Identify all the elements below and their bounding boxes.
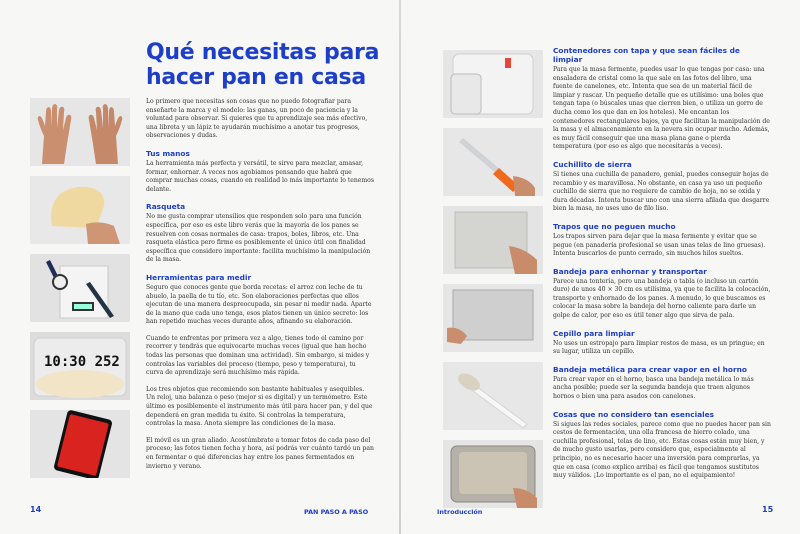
left-page bbox=[0, 0, 399, 534]
section-text: Si tienes una cuchilla de panadero, genial, puedes conseguir hojas de recambio y es maravillosa. No obstante, en casa ya uso un pequeño cuchillo de sierra que no requiere de cambio de hoja, no se oxida y dura décadas. Intenta buscar uno con una sierra afilada que desgarre bien la masa, no uses uno de filo liso. bbox=[553, 170, 770, 213]
running-head-left: PAN PASO A PASO bbox=[304, 508, 369, 516]
scraper-photo bbox=[30, 176, 130, 244]
section-heading: Rasqueta bbox=[146, 202, 186, 212]
section-text: Los trapos sirven para dejar que la masa fermente y evitar que se pegue (en panadería profesional se usan unas telas de lino gruesas). Intenta buscarlos de punto cerrado, sin muchos hilos sueltos. bbox=[553, 232, 766, 258]
section-heading: Herramientas para medir bbox=[146, 272, 252, 282]
running-head-right: Introducción bbox=[437, 508, 483, 516]
pan-photo bbox=[443, 440, 543, 508]
scale-watch-photo bbox=[30, 254, 130, 322]
section-heading: Cepillo para limpiar bbox=[553, 328, 635, 338]
section-heading: Cuchillito de sierra bbox=[553, 159, 632, 169]
right-page bbox=[401, 0, 800, 534]
page-number-right: 15 bbox=[762, 505, 774, 514]
intro-paragraph: Lo primero que necesitas son cosas que no puedo fotografiar para enseñarte la marca y el modelo: las ganas, un poco de paciencia y la voluntad para observar. Si quieres que tu aprendizaje sea más efectivo, una libreta y un lápiz te ayudarán muchísimo a anotar tus progresos, observaciones y dudas. bbox=[146, 98, 368, 140]
right-text-column bbox=[553, 46, 771, 489]
phone-photo bbox=[30, 410, 130, 478]
page-number-left: 14 bbox=[30, 505, 42, 514]
section-text: Si sigues las redes sociales, parece como que no puedes hacer pan sin cestos de fermentación, una olla francesa de hierro colado, una cuchilla profesional, telas de lino, etc. Estas cosas están muy bien, y de mucho gusto usarlas, pero considero que, especialmente al principio, no es necesario hacer una inversión para comprarlas, ya que en casa (como explico arriba) es fácil que tengamos sustitutos muy válidos. ¡Lo importante es el pan, no el equipamiento! bbox=[553, 420, 771, 480]
body-paragraph: Cuando te enfrentas por primera vez a algo, tienes todo el camino por recorrer y tendrás que equivocarte muchas veces (igual que han hecho todas las personas que dominan una actividad). Sin embargo, si mides y controlas las variables del proceso (tiempo, peso y temperatura), tu curva de aprendizaje será muchísimo más rápida. bbox=[146, 334, 370, 377]
section-text: Seguro que conoces gente que borda recetas: el arroz con leche de tu abuelo, la paella de tu tío, etc. Son elaboraciones perfectas que ellos ejecutan de una manera despreocupada, sin pesar ni medir nada. Aparte de la mano que cada uno tenga, esos platos tienen un único secreto: los han repetido muchas veces durante años, afinando su elaboración. bbox=[146, 283, 372, 326]
section-text: Para que la masa fermente, puedes usar lo que tengas por casa: una ensaladera de cristal como la que sale en las fotos del libro, una fuente de canelones, etc. Intenta que sea de un material fácil de limpiar y rascar. Un pequeño detalle que es utilísimo: una boles que tengan tapa (o búscales unas que cierren bien, o utiliza un gorro de ducha como los que dan en los hoteles). Me encantan los contenedores rectangulares bajos, ya que facilitan la manipulación de la masa y el almacenamiento en la nevera sin ocupar mucho. Además, es muy fácil conseguir que una masa plana gane o pierda temperatura (por eso es algo que necesitarás a veces). bbox=[553, 66, 770, 151]
left-text-column bbox=[146, 98, 374, 479]
right-photo-column bbox=[443, 50, 545, 518]
section-heading: Contenedores con tapa y que sean fáciles de limpiar bbox=[553, 46, 740, 64]
towel-photo bbox=[443, 206, 543, 274]
body-paragraph: El móvil es un gran aliado. Acostúmbrate a tomar fotos de cada paso del proceso; las fotos tienen fecha y hora, así podrás ver cuánto tardó un pan en fermentar o qué diferencias hay entre los panes fermentados en invierno y verano. bbox=[146, 436, 374, 470]
section-heading: Bandeja metálica para crear vapor en el horno bbox=[553, 364, 747, 374]
section-text: No me gusta comprar utensilios que responden solo para una función específica, por eso es este libro verás que la mayoría de los panes se resuelven con cosas normales de casa: trapos, boles, libros, etc. Una rasqueta elástica pero firme es posiblemente el único útil con finalidad específica que considero importante: facilita muchísimo la manipulación de la masa. bbox=[146, 213, 371, 264]
knife-photo bbox=[443, 128, 543, 196]
left-photo-column bbox=[30, 98, 132, 488]
timer-dough-photo bbox=[30, 332, 130, 400]
brush-photo bbox=[443, 362, 543, 430]
section-heading: Bandeja para enhornar y transportar bbox=[553, 266, 707, 276]
section-text: No uses un estropajo para limpiar restos de masa, es un pringue; en su lugar, utiliza un cepillo. bbox=[553, 339, 765, 356]
container-photo bbox=[443, 50, 543, 118]
section-heading: Tus manos bbox=[146, 148, 190, 158]
section-text: Para crear vapor en el horno, basca una bandeja metálica lo más ancha posible; puede ser la segunda bandeja que traen algunos hornos o bien una para asados con canelones. bbox=[553, 375, 754, 401]
hands-photo bbox=[30, 98, 130, 166]
section-text: Parece una tontería, pero una bandeja o tabla (o incluso un cartón duro) de unos 40 × 30 cm es utilísima, ya que te facilita la colocación, transporte y enhornado de los panes. A menudo, lo que buscamos es colocar la masa sobre la bandeja del horno caliente para darle un golpe de calor, por eso es útil tener algo que sirva de pala. bbox=[553, 277, 771, 320]
section-heading: Trapos que no peguen mucho bbox=[553, 221, 676, 231]
page-title: Qué necesitas para hacer pan en casa bbox=[146, 40, 380, 90]
body-paragraph: Los tres objetos que recomiendo son bastante habituales y asequibles. Un reloj, una balanza o peso (mejor si es digital) y un termómetro. Este último es posiblemente el instrumento más útil para hacer pan, y del que dependerá en gran medida tu éxito. Si controlas la temperatura, controlas la masa. Anota siempre las condiciones de la masa. bbox=[146, 385, 373, 428]
section-text: La herramienta más perfecta y versátil, te sirve para mezclar, amasar, formar, enhornar. A veces nos agobiamos pensando que habrá que comprar muchas cosas, cuando en realidad lo más importante lo tenemos delante. bbox=[146, 159, 374, 193]
section-heading: Cosas que no considero tan esenciales bbox=[553, 409, 715, 419]
timer-text: 10:30 252 bbox=[44, 354, 120, 370]
tray-photo bbox=[443, 284, 543, 352]
